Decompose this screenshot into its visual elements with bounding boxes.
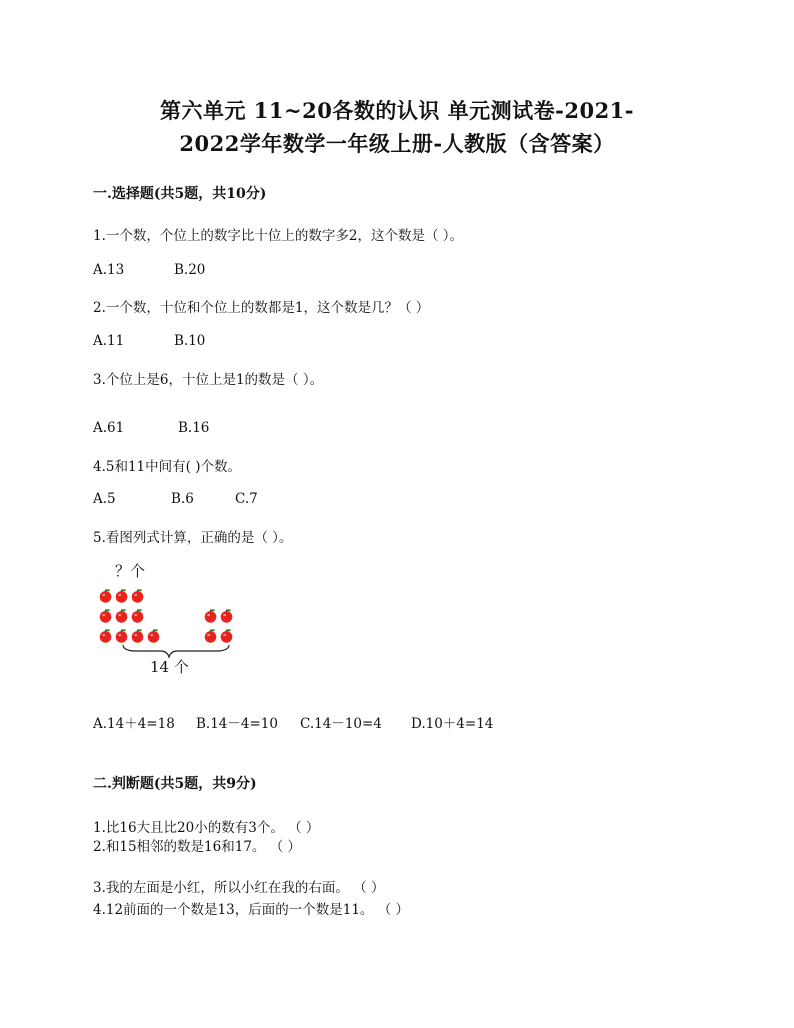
question-1: 1.一个数，个位上的数字比十位上的数字多2，这个数是（ ）。 [93, 228, 464, 244]
option-d: D.10＋4=14 [411, 716, 494, 732]
apple-icon [219, 628, 234, 643]
judgement-item-3: 3.我的左面是小红，所以小红在我的右面。 （ ） [93, 880, 385, 896]
option-a: A.61 [93, 420, 125, 436]
apple-icon [146, 628, 161, 643]
option-a: A.14＋4=18 [93, 716, 175, 732]
section-heading-judgement: 二.判断题(共5题，共9分) [93, 776, 257, 792]
option-c: C.14－10=4 [300, 716, 382, 732]
apple-figure [95, 560, 255, 680]
apple-icon [219, 608, 234, 623]
apple-icon [130, 608, 145, 623]
apple-icon [98, 588, 113, 603]
option-b: B.6 [171, 491, 194, 507]
option-a: A.13 [93, 262, 125, 278]
apple-icon [98, 628, 113, 643]
apple-icon [114, 628, 129, 643]
page-title-line-2: 2022学年数学一年级上册-人教版（含答案） [179, 131, 615, 156]
question-2: 2.一个数，十位和个位上的数都是1，这个数是几？（ ） [93, 300, 430, 316]
option-c: C.7 [235, 491, 258, 507]
apple-icon [130, 588, 145, 603]
question-5: 5.看图列式计算，正确的是（ ）。 [93, 530, 293, 546]
option-b: B.14－4=10 [196, 716, 278, 732]
option-b: B.16 [178, 420, 210, 436]
question-mark-label: ？个 [115, 562, 146, 580]
apple-icon [203, 608, 218, 623]
section-heading-choice: 一.选择题(共5题，共10分) [93, 186, 267, 202]
option-b: B.10 [174, 333, 206, 349]
apple-icon [114, 588, 129, 603]
judgement-item-4: 4.12前面的一个数是13，后面的一个数是11。 （ ） [93, 902, 409, 918]
total-label: 14 个 [150, 658, 189, 676]
apple-icon [114, 608, 129, 623]
option-a: A.11 [93, 333, 125, 349]
apple-icon [130, 628, 145, 643]
page-title-line-1: 第六单元 11~20各数的认识 单元测试卷-2021- [159, 98, 635, 123]
apple-icon [98, 608, 113, 623]
question-3: 3.个位上是6，十位上是1的数是（ ）。 [93, 372, 324, 388]
option-a: A.5 [93, 491, 116, 507]
question-4: 4.5和11中间有( )个数。 [93, 459, 241, 475]
judgement-item-1: 1.比16大且比20小的数有3个。 （ ） [93, 820, 320, 836]
apple-icon [203, 628, 218, 643]
judgement-item-2: 2.和15相邻的数是16和17。 （ ） [93, 839, 301, 855]
option-b: B.20 [174, 262, 206, 278]
